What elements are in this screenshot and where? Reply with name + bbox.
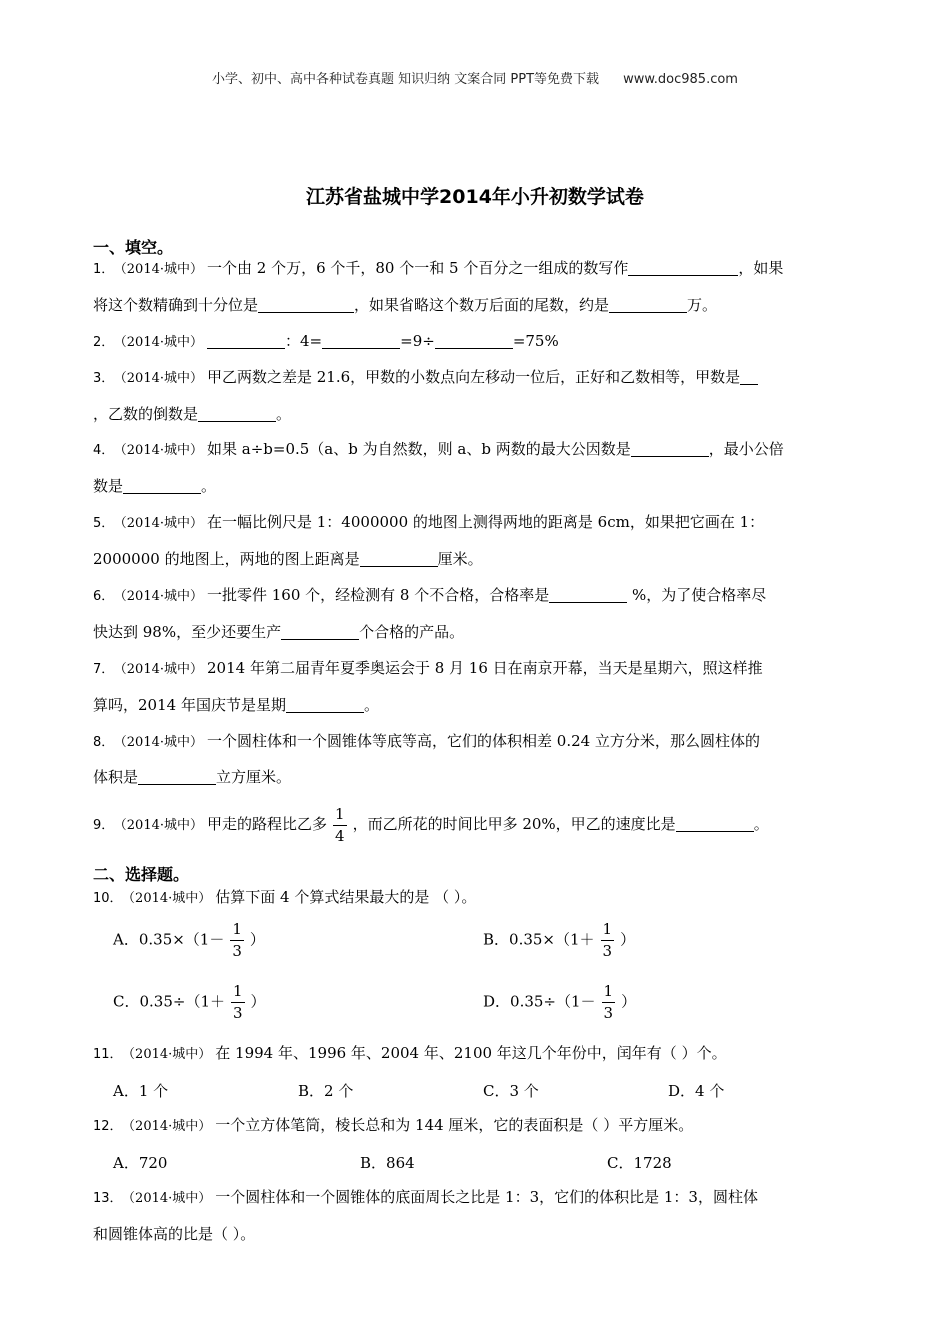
- question-text: 立方厘米。: [216, 768, 292, 786]
- question-text: 估算下面 4 个算式结果最大的是 （ ）。: [215, 888, 477, 906]
- question-text: ，而乙所花的时间比甲多 20%，甲乙的速度比是: [352, 815, 676, 833]
- question-6-line-2: [93, 622, 464, 642]
- question-number: 5．: [93, 516, 115, 531]
- fraction-denominator: 3: [232, 942, 242, 960]
- fraction: [333, 804, 347, 845]
- answer-blank[interactable]: [207, 332, 285, 349]
- question-7-line-1: [93, 658, 763, 680]
- section-fill-heading: 一、填空。: [93, 238, 174, 257]
- question-2: [93, 331, 559, 353]
- question-source-tag: （2014·城中）: [120, 443, 203, 458]
- question-source-tag: （2014·城中）: [128, 891, 212, 906]
- answer-blank[interactable]: [360, 550, 438, 567]
- question-3-line-2: [93, 404, 291, 424]
- question-source-tag: （2014·城中）: [128, 1047, 212, 1062]
- question-13-line-1: [93, 1187, 758, 1209]
- question-text: 一个圆柱体和一个圆锥体等底等高，它们的体积相差 0.24 立方分米，那么圆柱体的: [207, 732, 760, 750]
- question-text: 。: [201, 477, 217, 495]
- fraction-denominator: 3: [603, 1004, 614, 1022]
- option-text: ）: [249, 930, 265, 949]
- option-a[interactable]: [113, 922, 265, 959]
- question-13-line-2: [93, 1224, 255, 1244]
- question-6-line-1: [93, 585, 766, 607]
- option-a[interactable]: A．720: [113, 1154, 168, 1172]
- question-1-line-2: [93, 295, 717, 315]
- answer-blank[interactable]: [322, 332, 400, 349]
- fraction-denominator: 4: [335, 826, 345, 845]
- question-text: 和圆锥体高的比是（ ）。: [93, 1225, 256, 1243]
- question-text: 2014 年第二届青年夏季奥运会于 8 月 16 日在南京开幕，当天是星期六，照这样推: [207, 659, 763, 677]
- question-text: 个合格的产品。: [359, 623, 465, 641]
- answer-blank[interactable]: [628, 259, 738, 276]
- answer-blank[interactable]: [258, 296, 354, 313]
- question-text: 。: [276, 405, 292, 423]
- option-text: B．0.35×（1＋: [483, 930, 595, 949]
- question-3-line-1: [93, 367, 758, 389]
- question-source-tag: （2014·城中）: [120, 262, 203, 277]
- question-number: 8．: [93, 735, 115, 750]
- option-text: ）: [621, 992, 637, 1011]
- question-8-line-1: [93, 731, 760, 753]
- question-text: 。: [363, 696, 379, 714]
- question-10: [93, 887, 476, 909]
- question-text: 数是: [93, 477, 124, 495]
- question-text: 甲走的路程比乙多: [207, 815, 328, 833]
- question-5-line-2: [93, 549, 483, 569]
- question-number: 6．: [93, 589, 115, 604]
- question-text: 如果 a÷b=0.5（a、b 为自然数，则 a、b 两数的最大公因数是: [207, 440, 631, 458]
- question-text: 一批零件 160 个，经检测有 8 个不合格，合格率是: [207, 586, 550, 604]
- question-text: 体积是: [93, 768, 139, 786]
- fraction: [230, 922, 244, 959]
- question-text: 算吗，2014 年国庆节是星期: [93, 696, 286, 714]
- answer-blank[interactable]: [286, 696, 364, 713]
- option-d[interactable]: D．4 个: [668, 1082, 725, 1100]
- exam-title: 江苏省盐城中学2014年小升初数学试卷: [306, 186, 644, 208]
- question-text: =75%: [512, 332, 559, 350]
- question-7-line-2: [93, 695, 379, 715]
- option-c[interactable]: [113, 984, 266, 1021]
- option-b[interactable]: [483, 922, 635, 959]
- question-source-tag: （2014·城中）: [128, 1191, 212, 1206]
- question-text: ：4=: [285, 332, 323, 350]
- question-text: ，如果省略这个数万后面的尾数，约是: [354, 296, 610, 314]
- question-number: 13．: [93, 1191, 123, 1206]
- option-d[interactable]: [483, 984, 636, 1021]
- question-11: [93, 1043, 727, 1065]
- question-4-line-1: [93, 439, 784, 461]
- header-text: 小学、初中、高中各种试卷真题 知识归纳 文案合同 PPT等免费下载: [212, 72, 600, 87]
- fraction-numerator: 1: [601, 922, 615, 941]
- question-text: 将这个数精确到十分位是: [93, 296, 259, 314]
- question-5-line-1: [93, 512, 764, 534]
- option-text: ）: [250, 992, 266, 1011]
- question-number: 12．: [93, 1119, 123, 1134]
- question-number: 4．: [93, 443, 115, 458]
- question-9: [93, 798, 769, 852]
- answer-blank[interactable]: [281, 623, 359, 640]
- fraction: [601, 922, 615, 959]
- question-text: =9÷: [400, 332, 435, 350]
- question-number: 1．: [93, 262, 115, 277]
- header-url[interactable]: www.doc985.com: [623, 72, 738, 87]
- question-text: 在一幅比例尺是 1：4000000 的地图上测得两地的距离是 6cm，如果把它画在 1：: [207, 513, 765, 531]
- fraction-numerator: 1: [231, 984, 245, 1003]
- question-source-tag: （2014·城中）: [120, 589, 203, 604]
- question-1-line-1: [93, 258, 783, 280]
- question-source-tag: （2014·城中）: [120, 516, 203, 531]
- option-c[interactable]: C．1728: [607, 1154, 672, 1172]
- answer-blank[interactable]: [138, 768, 216, 785]
- question-text: ，乙数的倒数是: [93, 405, 199, 423]
- question-text: 一个立方体笔筒，棱长总和为 144 厘米，它的表面积是（ ）平方厘米。: [215, 1116, 694, 1134]
- option-a[interactable]: A．1 个: [113, 1082, 169, 1100]
- answer-blank[interactable]: [631, 440, 709, 457]
- answer-blank[interactable]: [435, 332, 513, 349]
- option-text: A．0.35×（1－: [113, 930, 225, 949]
- question-text: 在 1994 年、1996 年、2004 年、2100 年这几个年份中，闰年有（ ）个。: [215, 1044, 727, 1062]
- answer-blank[interactable]: [609, 296, 687, 313]
- question-number: 2．: [93, 335, 115, 350]
- question-number: 10．: [93, 891, 123, 906]
- option-text: C．0.35÷（1＋: [113, 992, 225, 1011]
- question-text: 甲乙两数之差是 21.6，甲数的小数点向左移动一位后，正好和乙数相等，甲数是: [207, 368, 741, 386]
- question-text: 。: [753, 815, 769, 833]
- fraction-denominator: 3: [602, 942, 613, 960]
- question-text: ，如果: [738, 259, 784, 277]
- question-source-tag: （2014·城中）: [120, 662, 203, 677]
- option-text: ）: [620, 930, 636, 949]
- question-text: 快达到 98%，至少还要生产: [93, 623, 282, 641]
- fraction-numerator: 1: [333, 807, 347, 826]
- option-b[interactable]: B．864: [360, 1154, 415, 1172]
- question-text: 2000000 的地图上，两地的图上距离是: [93, 550, 360, 568]
- fraction-denominator: 3: [233, 1004, 243, 1022]
- question-text: 万。: [687, 296, 718, 314]
- question-source-tag: （2014·城中）: [128, 1119, 212, 1134]
- question-number: 3．: [93, 371, 115, 386]
- question-source-tag: （2014·城中）: [120, 735, 203, 750]
- page-header: [0, 68, 950, 87]
- answer-blank[interactable]: [676, 815, 754, 832]
- question-12: [93, 1115, 693, 1137]
- question-number: 9．: [93, 818, 115, 833]
- question-text: 一个圆柱体和一个圆锥体的底面周长之比是 1：3，它们的体积比是 1：3，圆柱体: [215, 1188, 758, 1206]
- fraction: [231, 984, 245, 1021]
- question-source-tag: （2014·城中）: [120, 371, 203, 386]
- answer-blank[interactable]: [740, 368, 758, 385]
- question-source-tag: （2014·城中）: [120, 818, 203, 833]
- question-8-line-2: [93, 767, 291, 787]
- option-text: D．0.35÷（1－: [483, 992, 596, 1011]
- fraction-numerator: 1: [230, 922, 244, 941]
- option-c[interactable]: C．3 个: [483, 1082, 539, 1100]
- question-number: 11．: [93, 1047, 123, 1062]
- answer-blank[interactable]: [549, 586, 627, 603]
- question-source-tag: （2014·城中）: [120, 335, 203, 350]
- fraction-numerator: 1: [602, 984, 616, 1003]
- question-text: %，为了使合格率尽: [627, 586, 767, 604]
- question-text: 一个由 2 个万，6 个千，80 个一和 5 个百分之一组成的数写作: [207, 259, 629, 277]
- answer-blank[interactable]: [198, 405, 276, 422]
- question-text: 厘米。: [437, 550, 483, 568]
- question-text: ，最小公倍: [708, 440, 784, 458]
- option-b[interactable]: B．2 个: [298, 1082, 354, 1100]
- answer-blank[interactable]: [123, 477, 201, 494]
- question-number: 7．: [93, 662, 115, 677]
- section-choice-heading: 二、选择题。: [93, 865, 190, 884]
- fraction: [602, 984, 616, 1021]
- question-4-line-2: [93, 476, 216, 496]
